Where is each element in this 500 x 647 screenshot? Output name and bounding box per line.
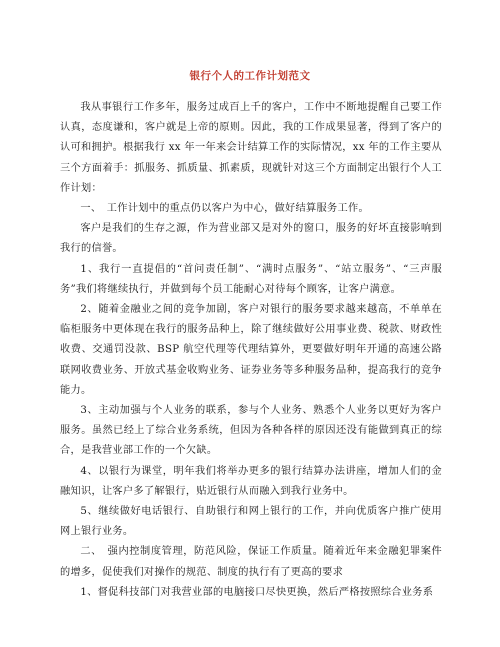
paragraph-item-5: 5、继续做好电话银行、自助银行和网上银行的工作，并向优质客户推广使用网上银行业务。: [60, 506, 442, 538]
document-body: [60, 98, 442, 603]
paragraph-section-2-heading: 二、 强内控制度管理，防范风险，保证工作质量。随着近年来金融犯罪案件的增多，促使我们对操作的规范、制度的执行有了更高的要求: [60, 546, 442, 578]
paragraph-item-1: 1、我行一直提倡的“首问责任制”、“满时点服务”、“站立服务”、“三声服务”我们将继续执行，并做到每个员工能耐心对待每个顾客，让客户满意。: [60, 263, 442, 295]
paragraph-section-2-item-1: 1、督促科技部门对我营业部的电脑接口尽快更换，然后严格按照综合业务系: [80, 586, 434, 598]
document-title: 银行个人的工作计划范文: [189, 70, 311, 82]
paragraph-item-4: 4、以银行为课堂，明年我们将举办更多的银行结算办法讲座，增加人们的金融知识，让客户多了解银行，贴近银行从而融入到我行业务中。: [60, 465, 442, 497]
paragraph-intro: 我从事银行工作多年，服务过成百上千的客户，工作中不断地提醒自己要工作认真，态度谦和，客户就是上帝的原则。因此，我的工作成果显著，得到了客户的认可和拥护。根据我行 xx 年一年来会计结算工作的实际情况，xx 年的工作主要从三个方面着手：抓服务、抓质量、抓素质，现就针对这三个方面制定出银行个人工作计划：: [60, 102, 442, 194]
paragraph-item-2: 2、随着金融业之间的竞争加剧，客户对银行的服务要求越来越高，不单单在临柜服务中更体现在我行的服务品种上，除了继续做好公用事业费、税款、财政性收费、交通罚没款、BSP 航空代理等代理结算外，更要做好明年开通的高速公路联网收费业务、开放式基金收购业务、证券业务等多种服务品种，提高我行的竞争能力。: [60, 304, 442, 396]
paragraph-customer: 客户是我们的生存之源，作为营业部又是对外的窗口，服务的好坏直接影响到我行的信誉。: [60, 223, 442, 255]
paragraph-section-1-heading: 一、 工作计划中的重点仍以客户为中心，做好结算服务工作。: [80, 203, 369, 215]
paragraph-item-3: 3、主动加强与个人业务的联系，参与个人业务、熟悉个人业务以更好为客户服务。虽然已经上了综合业务系统，但因为各种各样的原因还没有能做到真正的综合，是我营业部工作的一个欠缺。: [60, 405, 442, 457]
